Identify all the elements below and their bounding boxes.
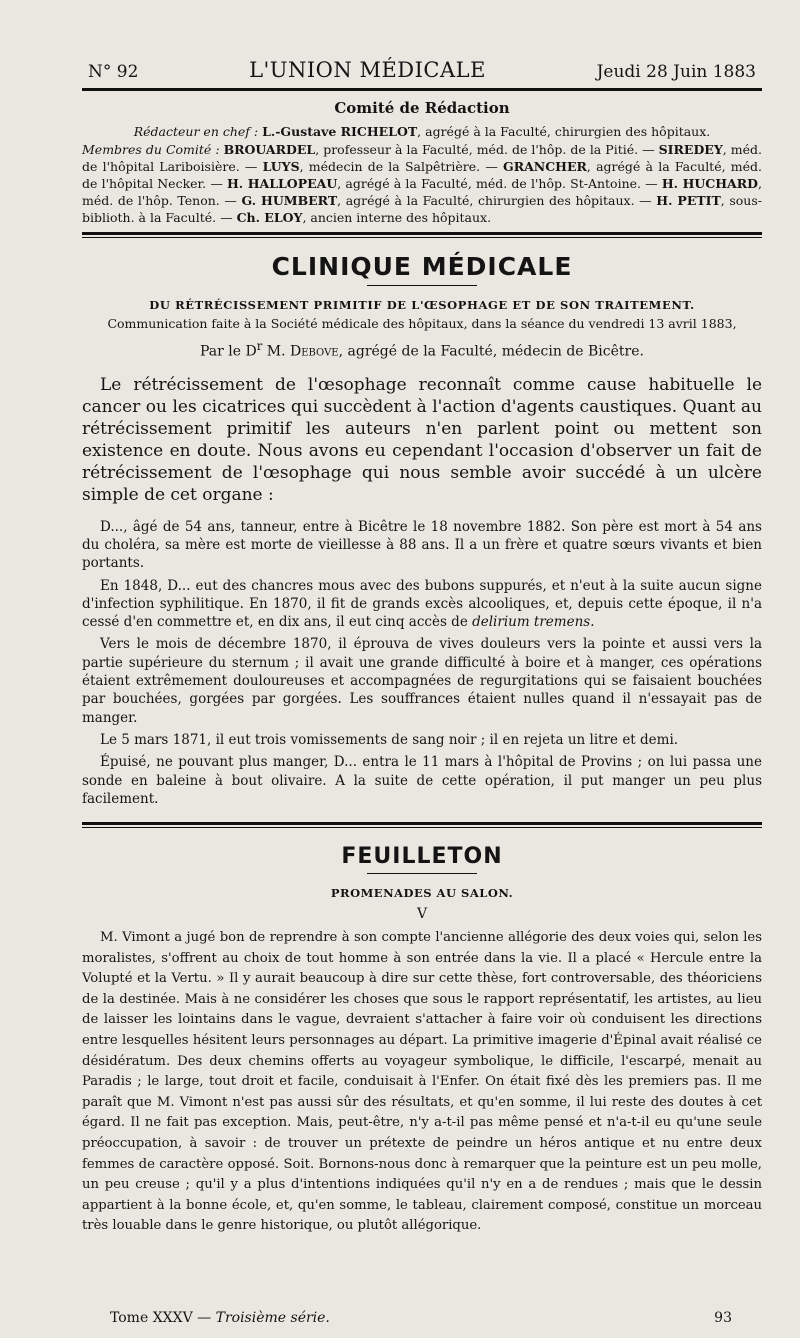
feuilleton-body (82, 928, 762, 1237)
lead-paragraph: Le rétrécissement de l'œsophage reconnaît comme cause habituelle le cancer ou les cicatrices qui succèdent à l'action d'agents caustiques. Quant au rétrécissement primitif les auteurs n'en parlent point ou mettent son existence en doute. Nous avons eu cependant l'occasion d'observer un fait de rétrécissement de l'œsophage qui nous semble avoir succédé à un ulcère simple de cet organe : (82, 374, 762, 505)
committee-members: Membres du Comité : BROUARDEL, professeur à la Faculté, méd. de l'hôp. de la Pitié. — SIREDEY, méd. de l'hôpital Lariboisière. — LUYS, médecin de la Salpêtrière. — GRANCHER, agrégé à la Faculté, méd. de l'hôpital Necker. — H. HALLOPEAU, agrégé à la Faculté, méd. de l'hôp. St-Antoine. — H. HUCHARD, méd. de l'hôp. Tenon. — G. HUMBERT, agrégé à la Faculté, chirurgien des hôpitaux. — H. PETIT, sous-biblioth. à la Faculté. — Ch. ELOY, ancien interne des hôpitaux. (82, 142, 763, 225)
clinique-title-rule (367, 285, 477, 286)
section-number: V (416, 906, 428, 923)
case-paragraph: D..., âgé de 54 ans, tanneur, entre à Bicêtre le 18 novembre 1882. Son père est mort à 54 ans du choléra, sa mère est morte de vieillesse à 88 ans. Il a un frère et quatre sœurs vivants et bien portants. (82, 518, 762, 572)
feuilleton-rules (82, 822, 762, 828)
page-header (82, 58, 762, 82)
page-footer (110, 1310, 732, 1326)
feuilleton-paragraph: M. Vimont a jugé bon de reprendre à son compte l'ancienne allégorie des deux voies qui, selon les moralistes, s'offrent au choix de tout homme à son entrée dans la vie. Il a placé « Hercule entre la Volupté et la Vertu. » Il y aurait beaucoup à dire sur cette thèse, fort controversable, des théoriciens de la destinée. Mais à ne considérer les choses que sous le rapport représentatif, les artistes, au lieu de laisser les lointains dans le vague, devraient s'attacher à faire voir où conduisent les directions entre lesquelles hésitent leurs personnages au départ. La primitive imagerie d'Épinal avait réalisé ce désidératum. Des deux chemins offerts au voyageur symbolique, le difficile, l'escarpé, menait au Paradis ; le large, tout droit et facile, conduisait à l'Enfer. On était fixé dès les premiers pas. Il me paraît que M. Vimont n'est pas aussi sûr des résultats, et qu'en somme, il lui reste des doutes à cet égard. Il ne fait pas exception. Mais, peut-être, n'y a-t-il pas même pensé et n'a-t-il eu qu'une seule préoccupation, à savoir : de trouver un prétexte de peindre un héros antique et nu entre deux femmes de caractère opposé. Soit. Bornons-nous donc à remarquer que la peinture est un peu molle, un peu creuse ; qu'il y a plus d'intentions indiquées qu'il n'y en a de rendues ; mais que le dessin appartient à la bonne école, et, qu'en somme, le tableau, clairement composé, constitue un morceau très louable dans le genre historique, ou plutôt allégorique. (82, 930, 762, 1234)
page-number: 93 (714, 1310, 732, 1326)
case-paragraph: En 1848, D... eut des chancres mous avec des bubons suppurés, et n'eut à la suite aucun signe d'infection syphilitique. En 1870, il fit de grands excès alcooliques, et, depuis cette époque, il n'a cessé d'en commettre et, en dix ans, il eut cinq accès de delirium tremens. (82, 577, 762, 631)
feuilleton-title: FEUILLETON (341, 844, 503, 870)
feuilleton-rule-bottom (82, 827, 762, 828)
volume-info: Tome XXXV — Troisième série. (110, 1310, 330, 1326)
feuilleton-rule-top (82, 822, 762, 825)
author-line: Par le $D^r$ M. Debove, agrégé de la Faculté, médecin de Bicêtre. (200, 339, 644, 360)
editorial-committee (82, 99, 762, 226)
case-paragraph: Le 5 mars 1871, il eut trois vomissements de sang noir ; il en rejeta un litre et demi. (100, 731, 679, 748)
case-body (82, 518, 762, 808)
case-paragraph: Vers le mois de décembre 1870, il éprouva de vives douleurs vers la pointe et aussi vers la partie supérieure du sternum ; il avait une grande difficulté à boire et à manger, ces opérations étaient extrêmement douloureuses et accompagnées de regurgitations qui se faisaient bouchées par bouchées, gorgées par gorgées. Les souffrances étaient nulles quand il n'essayait pas de manger. (82, 636, 762, 726)
issue-date: Jeudi 28 Juin 1883 (596, 62, 756, 82)
clinique-section (82, 252, 762, 808)
feuilleton-section (82, 844, 762, 1237)
clinique-subtitle: DU RÉTRÉCISSEMENT PRIMITIF DE L'ŒSOPHAGE ET DE SON TRAITEMENT. (149, 298, 695, 312)
issue-number: N° 92 (88, 62, 139, 82)
section-rule-top (82, 232, 762, 235)
case-paragraph: Épuisé, ne pouvant plus manger, D... entra le 11 mars à l'hôpital de Provins ; on lui passa une sonde en baleine à bout olivaire. A la suite de cette opération, il put manger un peu plus facilement. (82, 754, 762, 807)
journal-title: L'UNION MÉDICALE (249, 58, 486, 82)
header-rule (82, 88, 762, 91)
feuilleton-subtitle: PROMENADES AU SALON. (330, 886, 514, 901)
committee-title: Comité de Rédaction (334, 99, 510, 117)
feuilleton-title-rule (367, 873, 477, 874)
chief-editor-line: Rédacteur en chef : L.-Gustave RICHELOT, agrégé à la Faculté, chirurgien des hôpitaux. (133, 124, 711, 139)
clinique-title: CLINIQUE MÉDICALE (271, 252, 573, 281)
communication-note: Communication faite à la Société médicale des hôpitaux, dans la séance du vendredi 13 avril 1883, (107, 316, 737, 331)
section-rule-bottom (82, 237, 762, 238)
